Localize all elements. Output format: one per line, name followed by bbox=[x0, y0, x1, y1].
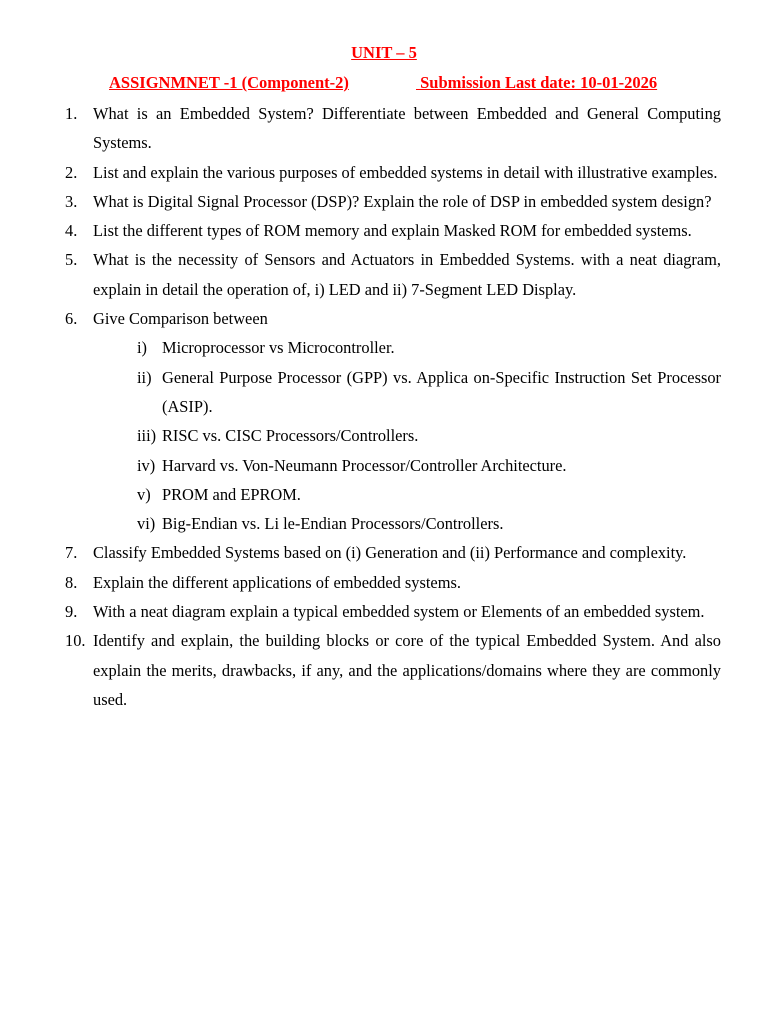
question-item bbox=[65, 216, 721, 245]
question-text: Identify and explain, the building blocks or core of the typical Embedded System. And also explain the merits, drawbacks, if any, and the applications/domains where they are commonly used. bbox=[93, 631, 721, 709]
comparison-number: iii) bbox=[137, 426, 157, 446]
question-number: 3. bbox=[65, 191, 78, 211]
question-item bbox=[65, 626, 721, 714]
question-text: Classify Embedded Systems based on (i) Generation and (ii) Performance and complexity. bbox=[93, 543, 687, 563]
comparison-number: ii) bbox=[137, 367, 152, 387]
unit-title: UNIT – 5 bbox=[351, 43, 417, 62]
question-list bbox=[65, 99, 721, 714]
comparison-text: Harvard vs. Von-Neumann Processor/Controller Architecture. bbox=[162, 455, 567, 475]
comparison-text: General Purpose Processor (GPP) vs. Applica on-Specific Instruction Set Processor (ASIP). bbox=[162, 367, 721, 416]
question-number: 9. bbox=[65, 602, 78, 622]
comparison-item bbox=[65, 451, 721, 480]
comparison-item bbox=[65, 509, 721, 538]
question-text: With a neat diagram explain a typical embedded system or Elements of an embedded system. bbox=[93, 602, 705, 622]
question-number: 6. bbox=[65, 309, 78, 329]
question-number: 10. bbox=[65, 631, 86, 651]
question-item bbox=[65, 538, 721, 567]
question-text: What is Digital Signal Processor (DSP)? Explain the role of DSP in embedded system design? bbox=[93, 191, 712, 211]
question-number: 2. bbox=[65, 162, 78, 182]
question-text: Explain the different applications of embedded systems. bbox=[93, 572, 461, 592]
question-item bbox=[65, 245, 721, 304]
comparison-item bbox=[65, 363, 721, 422]
question-number: 8. bbox=[65, 572, 78, 592]
comparison-text: Big-Endian vs. Li le-Endian Processors/Controllers. bbox=[162, 514, 504, 534]
comparison-item bbox=[65, 421, 721, 450]
comparison-number: iv) bbox=[137, 455, 156, 475]
comparison-number: vi) bbox=[137, 514, 156, 534]
comparison-text: PROM and EPROM. bbox=[162, 484, 301, 504]
question-item bbox=[65, 597, 721, 626]
question-number: 7. bbox=[65, 543, 78, 563]
question-text: What is the necessity of Sensors and Actuators in Embedded Systems. with a neat diagram, explain in detail the operation of, i) LED and ii) 7-Segment LED Display. bbox=[93, 250, 721, 299]
comparison-list bbox=[65, 333, 721, 538]
submission-date: Submission Last date: 10-01-2026 bbox=[416, 73, 658, 92]
question-text: What is an Embedded System? Differentiate between Embedded and General Computing Systems. bbox=[93, 104, 721, 153]
question-item bbox=[65, 304, 721, 333]
question-text: List the different types of ROM memory and explain Masked ROM for embedded systems. bbox=[93, 221, 692, 241]
question-text: List and explain the various purposes of embedded systems in detail with illustrative examples. bbox=[93, 162, 718, 182]
question-item bbox=[65, 568, 721, 597]
comparison-item bbox=[65, 480, 721, 509]
question-text: Give Comparison between bbox=[93, 309, 268, 329]
comparison-number: v) bbox=[137, 484, 151, 504]
question-number: 5. bbox=[65, 250, 78, 270]
question-item bbox=[65, 158, 721, 187]
comparison-text: Microprocessor vs Microcontroller. bbox=[162, 338, 395, 358]
assignment-title: ASSIGNMNET -1 (Component-2) bbox=[109, 73, 349, 92]
question-item bbox=[65, 99, 721, 158]
comparison-number: i) bbox=[137, 338, 148, 358]
question-item bbox=[65, 187, 721, 216]
question-number: 4. bbox=[65, 221, 78, 241]
comparison-item bbox=[65, 333, 721, 362]
comparison-text: RISC vs. CISC Processors/Controllers. bbox=[162, 426, 419, 446]
question-number: 1. bbox=[65, 104, 78, 123]
